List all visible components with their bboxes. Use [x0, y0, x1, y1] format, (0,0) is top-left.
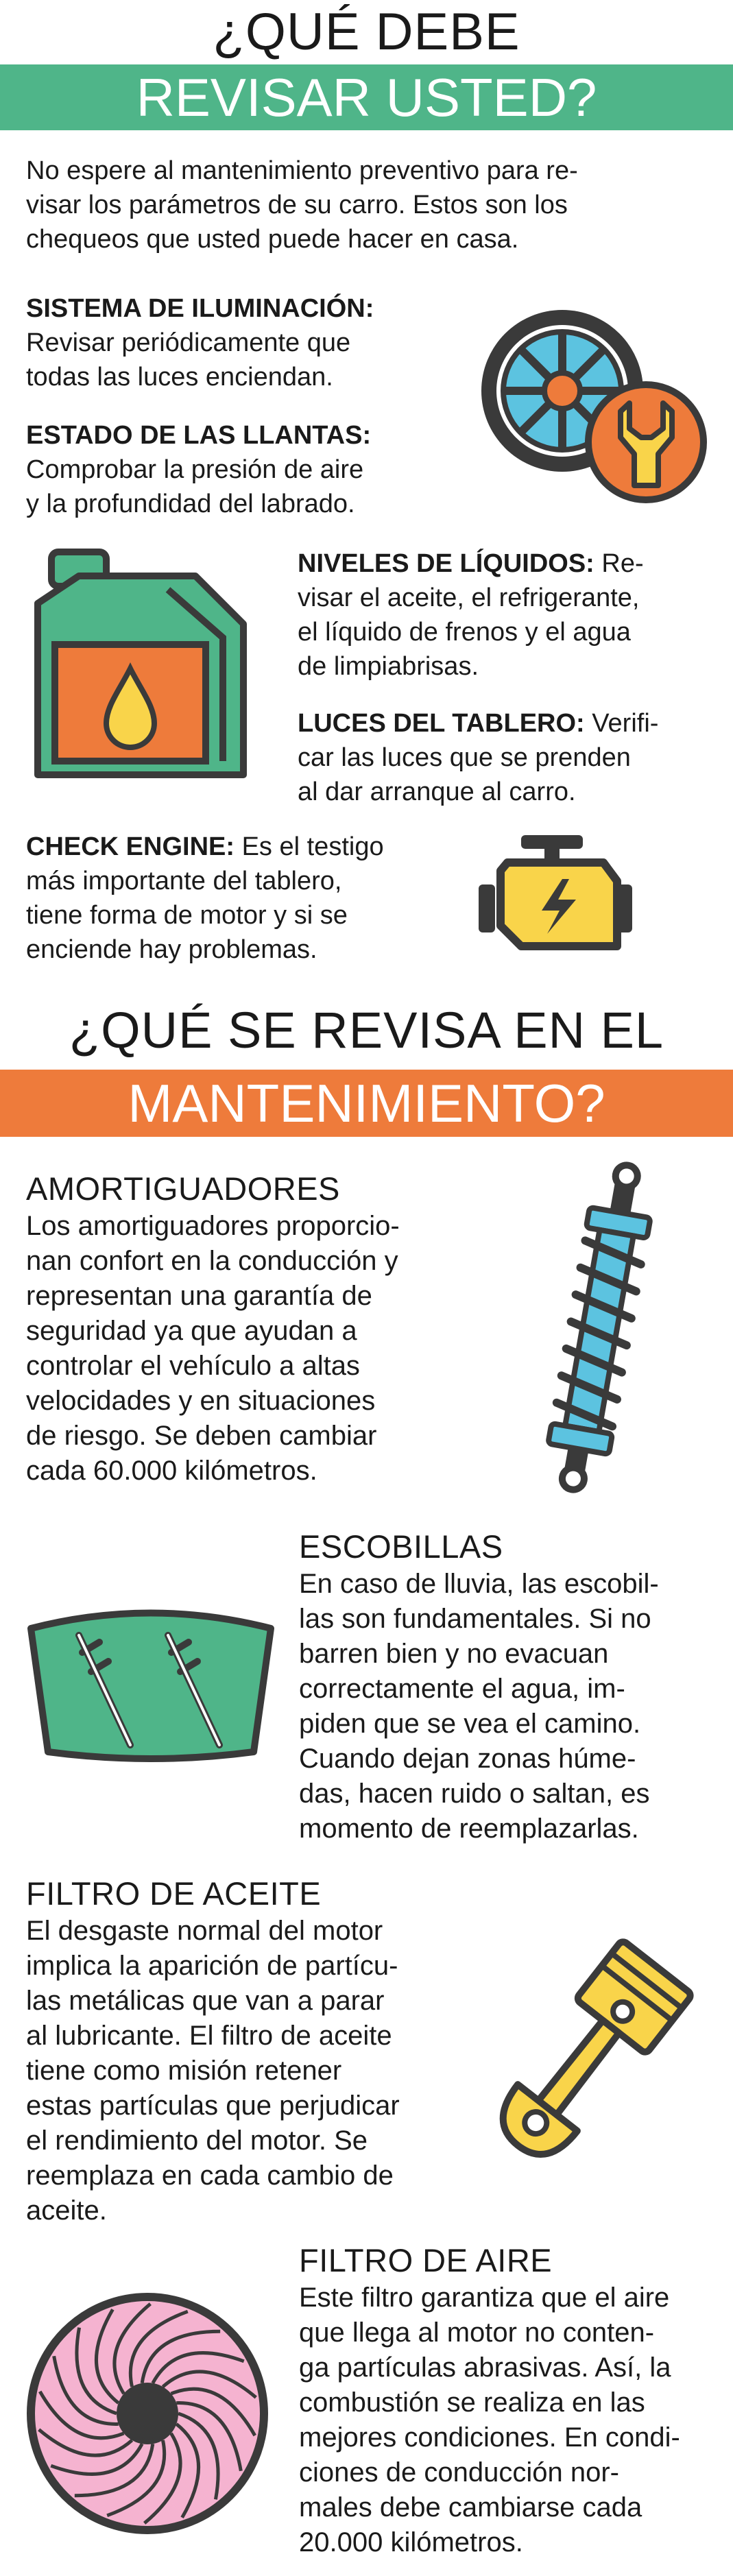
- engine-icon: [473, 830, 638, 967]
- maint-item-line: Este filtro garantiza que el aire: [299, 2283, 670, 2313]
- maint-item-line: Cuando dejan zonas húme-: [299, 1744, 636, 1774]
- check-item-line: al dar arranque al carro.: [298, 778, 576, 806]
- maint-item-line: implica la aparición de partícu-: [26, 1951, 398, 1981]
- maint-item-line: barren bien y no evacuan: [299, 1639, 609, 1669]
- section1-title-banner: [0, 64, 733, 130]
- intro-line: chequeos que usted puede hacer en casa.: [26, 225, 519, 254]
- check-item-dashboard: [298, 706, 723, 809]
- maint-item-heading: ESCOBILLAS: [299, 1528, 503, 1565]
- windshield-wiper-icon: [17, 1598, 285, 1769]
- check-item-line: Revisar periódicamente que: [26, 328, 351, 357]
- maint-item-line: das, hacen ruido o saltan, es: [299, 1779, 650, 1809]
- check-item-first-rest: Verifi-: [584, 709, 659, 738]
- air-filter-icon: [14, 2276, 288, 2551]
- intro-line: No espere al mantenimiento preventivo para re-: [26, 156, 578, 185]
- maint-item-line: mejores condiciones. En condi-: [299, 2422, 680, 2453]
- check-item-fluids: [298, 546, 723, 684]
- check-item-line: y la profundidad del labrado.: [26, 490, 355, 518]
- check-item-heading: ESTADO DE LAS LLANTAS:: [26, 421, 372, 450]
- maint-item-line: ciones de conducción nor-: [299, 2457, 619, 2488]
- maint-item-line: males debe cambiarse cada: [299, 2492, 642, 2523]
- maint-item-line: tiene como misión retener: [26, 2056, 342, 2086]
- maint-item-line: combustión se realiza en las: [299, 2387, 645, 2418]
- check-item-line: todas las luces enciendan.: [26, 363, 333, 392]
- maint-item-line: Los amortiguadores proporcio-: [26, 1211, 400, 1241]
- maint-item-line: aceite.: [26, 2195, 107, 2226]
- maint-item-line: las son fundamentales. Si no: [299, 1604, 651, 1634]
- maint-item-line: el rendimiento del motor. Se: [26, 2126, 368, 2156]
- check-item-line: más importante del tablero,: [26, 867, 342, 895]
- maint-item-line: estas partículas que perjudicar: [26, 2091, 400, 2121]
- maint-item-line: las metálicas que van a parar: [26, 1986, 385, 2016]
- check-item-engine: [26, 830, 465, 967]
- check-item-heading: NIVELES DE LÍQUIDOS:: [298, 549, 594, 578]
- section1-intro: [26, 154, 712, 256]
- section2-title-banner: [0, 1070, 733, 1137]
- maint-item-line: El desgaste normal del motor: [26, 1916, 383, 1946]
- check-item-first-rest: Re-: [594, 549, 644, 578]
- shock-absorber-icon: [521, 1159, 679, 1495]
- check-item-line: el líquido de frenos y el agua: [298, 618, 631, 647]
- check-item-tires: [26, 418, 465, 521]
- maint-item-line: velocidades y en situaciones: [26, 1386, 376, 1416]
- check-item-heading: CHECK ENGINE:: [26, 832, 235, 861]
- check-item-line: Comprobar la presión de aire: [26, 455, 364, 484]
- maint-item-line: piden que se vea el camino.: [299, 1709, 641, 1739]
- check-item-line: enciende hay problemas.: [26, 935, 317, 964]
- maint-item-line: representan una garantía de: [26, 1281, 372, 1311]
- maint-item-line: nan confort en la conducción y: [26, 1246, 398, 1276]
- maint-item-line: correctamente el agua, im-: [299, 1674, 625, 1704]
- maint-item-line: 20.000 kilómetros.: [299, 2527, 523, 2557]
- check-item-first-rest: Es el testigo: [235, 832, 384, 861]
- maint-item-air-filter: [299, 2241, 724, 2560]
- check-item-line: tiene forma de motor y si se: [26, 901, 348, 930]
- piston-icon: [453, 1934, 713, 2180]
- check-item-heading: SISTEMA DE ILUMINACIÓN:: [26, 294, 374, 323]
- check-item-line: visar el aceite, el refrigerante,: [298, 583, 640, 612]
- section2-title-line2: MANTENIMIENTO?: [128, 1073, 605, 1133]
- check-item-first-line: [298, 706, 723, 741]
- maint-item-wipers: [299, 1527, 724, 1846]
- check-item-first-line: [298, 546, 723, 581]
- maint-item-line: al lubricante. El filtro de aceite: [26, 2021, 392, 2051]
- maint-item-heading: FILTRO DE AIRE: [299, 2242, 553, 2278]
- maint-item-line: controlar el vehículo a altas: [26, 1351, 360, 1381]
- maint-item-line: seguridad ya que ayudan a: [26, 1316, 357, 1346]
- maint-item-line: de riesgo. Se deben cambiar: [26, 1421, 377, 1451]
- maint-item-line: momento de reemplazarlas.: [299, 1814, 639, 1844]
- check-item-first-line: [26, 830, 465, 864]
- check-item-heading: LUCES DEL TABLERO:: [298, 709, 585, 738]
- maint-item-heading: FILTRO DE ACEITE: [26, 1875, 322, 1912]
- maint-item-shocks: [26, 1169, 465, 1489]
- maint-item-heading: AMORTIGUADORES: [26, 1170, 340, 1207]
- section1-title-line2: REVISAR USTED?: [136, 67, 597, 128]
- check-item-line: car las luces que se prenden: [298, 743, 631, 772]
- check-item-lighting: [26, 291, 465, 394]
- maint-item-line: ga partículas abrasivas. Así, la: [299, 2352, 671, 2383]
- wheel-wrench-icon: [466, 302, 713, 507]
- maint-item-line: reemplaza en cada cambio de: [26, 2160, 394, 2191]
- maint-item-oil-filter: [26, 1874, 465, 2228]
- maint-item-line: que llega al motor no conten-: [299, 2318, 655, 2348]
- section1-title-line1: ¿QUÉ DEBE: [213, 3, 520, 61]
- maint-item-line: En caso de lluvia, las escobil-: [299, 1569, 659, 1599]
- section2-title-line1: ¿QUÉ SE REVISA EN EL: [69, 1002, 664, 1059]
- oil-can-icon: [24, 535, 257, 795]
- maint-item-line: cada 60.000 kilómetros.: [26, 1456, 317, 1486]
- check-item-line: de limpiabrisas.: [298, 652, 479, 681]
- intro-line: visar los parámetros de su carro. Estos son los: [26, 191, 568, 219]
